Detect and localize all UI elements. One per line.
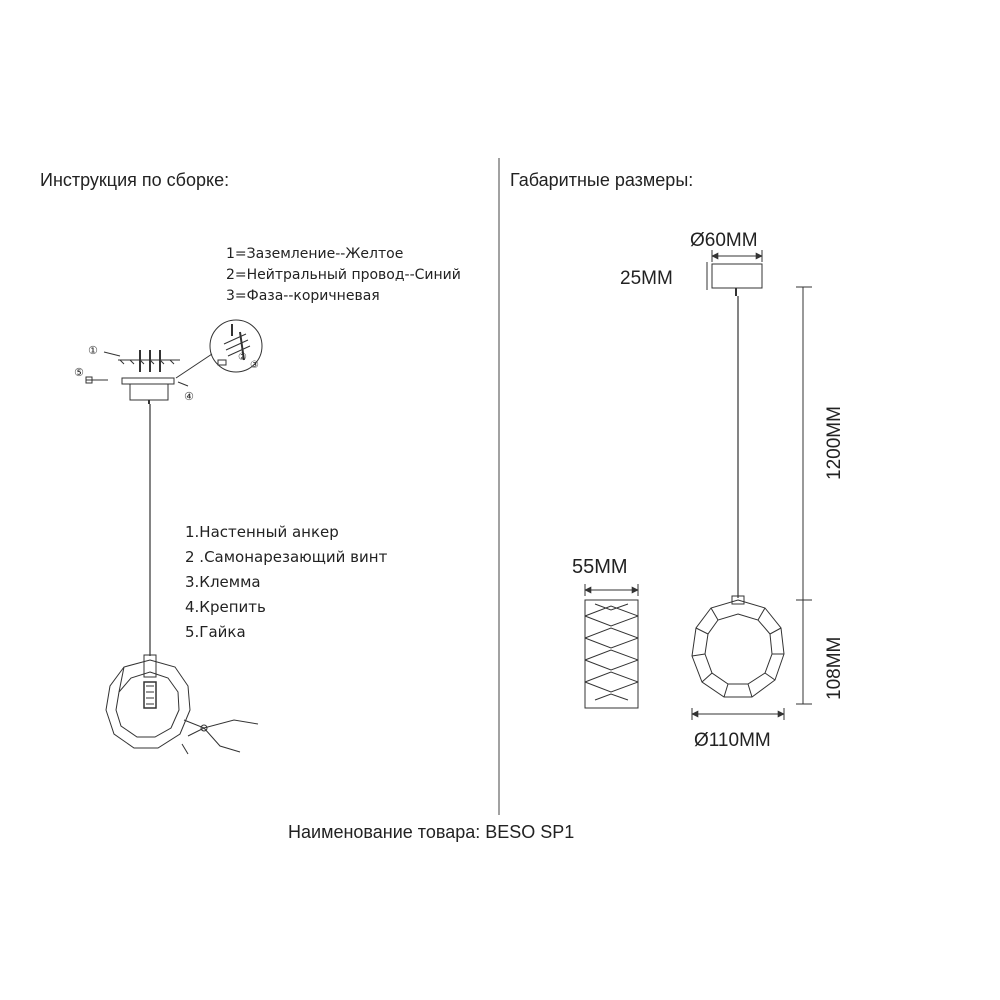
dim-canopy-diameter: Ø60MM — [690, 230, 758, 251]
dim-crystal-shade — [692, 600, 784, 697]
callout-4: ④ — [184, 390, 194, 403]
assembly-heading: Инструкция по сборке: — [40, 170, 230, 190]
parts-list — [185, 520, 387, 645]
dim-shade-depth: 55MM — [572, 556, 628, 578]
dim-shade-height: 108MM — [824, 636, 845, 700]
crystal-shade — [106, 660, 190, 748]
callout-3: ③ — [250, 360, 259, 371]
dim-cable-length: 1200MM — [824, 406, 845, 480]
wiring-item: 2=Нейтральный провод--Синий — [226, 267, 461, 283]
dimensions-heading: Габаритные размеры: — [510, 170, 694, 190]
parts-item: 1.Настенный анкер — [185, 523, 339, 541]
dim-width-rule — [692, 708, 784, 720]
dim-vertical-rule — [796, 287, 812, 704]
parts-item: 4.Крепить — [185, 598, 266, 616]
pliers — [182, 720, 258, 754]
wiring-item: 1=Заземление--Желтое — [226, 246, 404, 262]
wiring-legend — [226, 244, 461, 307]
canopy — [707, 250, 762, 296]
side-view — [585, 584, 638, 708]
callout-2: ② — [238, 352, 247, 363]
product-name: Наименование товара: BESO SP1 — [288, 822, 575, 842]
wiring-item: 3=Фаза--коричневая — [226, 288, 380, 304]
parts-item: 2 .Самонарезающий винт — [185, 548, 388, 566]
callout-5: ⑤ — [74, 366, 84, 379]
parts-item: 3.Клемма — [185, 573, 261, 591]
dim-shade-diameter: Ø110MM — [694, 730, 771, 751]
callout-1: ① — [88, 344, 98, 357]
parts-item: 5.Гайка — [185, 623, 246, 641]
dim-canopy-height: 25MM — [620, 268, 673, 289]
